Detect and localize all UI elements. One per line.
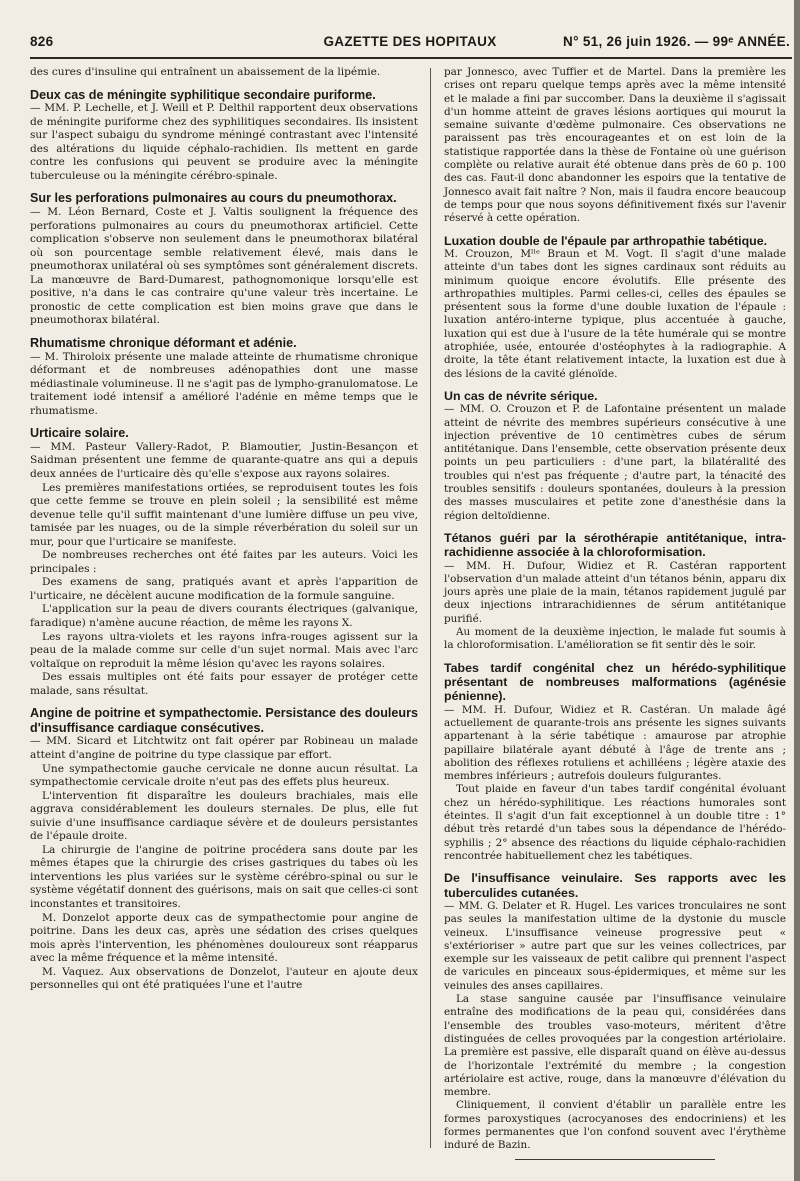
paragraph: Les premières manifestations ortiées, se reproduisent toutes les fois que cette femme se trouve en plein soleil ; la sensibilité est même devenue telle qu'il suffit maintenant d'une lumière diffuse un peu vive, tamisée par les nuages, ou de la simple réverbération du soleil sur un mur, pour que l'urticaire se manifeste. bbox=[30, 481, 418, 548]
paragraph: Des essais multiples ont été faits pour essayer de protéger cette malade, sans résultat. bbox=[30, 671, 418, 697]
section-title: Urticaire solaire. bbox=[30, 426, 129, 441]
section-title: Rhumatisme chronique déformant et adénie. bbox=[30, 335, 297, 350]
paragraph: M. Crouzon, Mˡˡᵉ Braun et M. Vogt. Il s'agit d'une malade atteinte d'un tabes dont les signes cardinaux sont réduits au minimum quoique encore évolutifs. Elle présente des arthropathies multiples. Parmi celles-ci, celles des épaules se présentent sous la forme d'une double luxation de l'épaule : luxation antéro-interne typique, plus accentuée à gauche, luxation qui est due à l'usure de la tête humérale qui se montre atrophiée, usée, entourée d'ostéophytes à la radiographie. A droite, la tête étant relativement intacte, la luxation est due à des lésions de la cavité glénoïde. bbox=[444, 247, 786, 380]
right-column bbox=[444, 66, 786, 1160]
section-title: Tabes tardif congénital chez un hérédo-syphilitique présentant de nombreuses malformations (agénésie pénienne). bbox=[444, 660, 786, 704]
paragraph: — M. Thiroloix présente une malade atteinte de rhumatisme chronique déformant et de nombreuses adénopathies dont une masse médiastinale volumineuse. Il ne s'agit pas de lympho-granulomatose. Le traitement iodé intensif a amélioré l'adénie en même temps que le rhumatisme. bbox=[30, 350, 418, 417]
paragraph: — MM. P. Lechelle, et J. Weill et P. Delthil rapportent deux observations de méningite puriforme chez des syphilitiques secondaires. Ils insistent sur l'aspect subaigu du syndrome méningé contrastant avec l'intensité des altérations du liquide céphalo-rachidien. Ils mettent en garde contre les confusions qui peuvent se produire avec la méningite tuberculeuse ou la méningite cérébro-spinale. bbox=[30, 102, 418, 182]
left-column bbox=[30, 66, 418, 993]
paragraph: M. Donzelot apporte deux cas de sympathectomie pour angine de poitrine. Dans les deux cas, après une sédation des crises quelques mois après l'intervention, les phénomènes douloureux sont réapparus avec la même fréquence et la même intensité. bbox=[30, 911, 418, 965]
paragraph: De nombreuses recherches ont été faites par les auteurs. Voici les principales : bbox=[30, 549, 418, 575]
section-title: Deux cas de méningite syphilitique secondaire puriforme. bbox=[30, 87, 376, 102]
end-rule bbox=[515, 1159, 715, 1160]
paragraph: par Jonnesco, avec Tuffier et de Martel. Dans la première les crises ont reparu quelque temps après avec la même intensité et le malade a fini par succomber. Dans la deuxième il s'agissait d'un homme atteint de graves lésions aortiques qui mourut la semaine suivante d'œdème pulmonaire. Ces observations ne paraissent pas très encourageantes et on est loin de la statistique rapportée dans la thèse de Fontaine où une guérison complète ou relative aurait été obtenue dans près de 60 p. 100 des cas. Faut-il donc abandonner les espoirs que la tentative de Jonnesco avait fait naître ? Non, mais il faudra encore beaucoup de temps pour que nous soyons définitivement fixés sur l'avenir réservé à cette opération. bbox=[444, 66, 786, 225]
paragraph: — MM. O. Crouzon et P. de Lafontaine présentent un malade atteint de névrite des membres supérieurs consécutive à une injection préventive de 10 centimètres cubes de sérum antitétanique. Dans l'ensemble, cette observation présente deux points un peu particuliers : d'une part, la bilatéralité des troubles qui n'est pas fréquente ; d'autre part, la ténacité des troubles sensitifs : douleurs spontanées, douleurs à la pression des masses musculaires et petite zone d'anesthésie dans la région deltoïdienne. bbox=[444, 403, 786, 522]
paragraph: — MM. H. Dufour, Widiez et R. Castéran rapportent l'observation d'un malade atteint d'un tétanos bénin, apparu dix jours après une plaie de la main, tétanos rapidement jugulé par deux injections intrarachidiennes de sérum antitétanique purifié. bbox=[444, 559, 786, 625]
page-edge bbox=[794, 0, 800, 1181]
paragraph: Au moment de la deuxième injection, le malade fut soumis à la chloroformisation. L'amélioration se fit sentir dès le soir. bbox=[444, 626, 786, 652]
paragraph: Tout plaide en faveur d'un tabes tardif congénital évoluant chez un hérédo-syphilitique. Les réactions humorales sont éteintes. Il s'agit d'un fait exceptionnel à un double titre : 1° début très retardé d'un tabes sous la dépendance de l'hérédo-syphilis ; 2° absence des réactions du liquide céphalo-rachidien rencontrée habituellement chez les tabétiques. bbox=[444, 783, 786, 862]
issue-info: N° 51, 26 juin 1926. — 99ᵉ ANNÉE. bbox=[563, 34, 790, 49]
paragraph: Cliniquement, il convient d'établir un parallèle entre les formes paroxystiques (acrocyanoses des endocriniens) et les formes permanentes que l'on confond souvent avec l'érythème induré de Bazin. bbox=[444, 1099, 786, 1152]
paragraph: M. Vaquez. Aux observations de Donzelot, l'auteur en ajoute deux personnelles qui ont été pratiquées l'une et l'autre bbox=[30, 965, 418, 992]
section-title: Sur les perforations pulmonaires au cours du pneumothorax. bbox=[30, 191, 397, 206]
paragraph: Les rayons ultra-violets et les rayons infra-rouges agissent sur la peau de la malade comme sur celle d'un sujet normal. Mais avec l'arc voltaïque on reproduit la même lésion qu'avec les rayons solaires. bbox=[30, 630, 418, 670]
paragraph: — MM. G. Delater et R. Hugel. Les varices tronculaires ne sont pas seules la manifestation ultime de la dystonie du muscle veineux. L'insuffisance veineuse progressive peut « s'extérioriser » autre part que sur les veines collectrices, par exemple sur les vaisseaux de petit calibre qui prennent l'aspect de varicules en pinceaux sous-épidermiques, et même sur les veinules des anses capillaires. bbox=[444, 899, 786, 992]
paragraph: L'intervention fit disparaître les douleurs brachiales, mais elle aggrava considérablement les douleurs sternales. De plus, elle fut suivie d'une insuffisance cardiaque sévère et de douleurs persistantes de l'épaule droite. bbox=[30, 789, 418, 843]
page-number: 826 bbox=[30, 34, 54, 49]
paragraph: La stase sanguine causée par l'insuffisance veinulaire entraîne des modifications de la peau qui, considérées dans l'ensemble des troubles vaso-moteurs, méritent d'être distinguées de celles provoquées par la congestion artériolaire. La première est passive, elle disparaît quand on élève au-dessus de l'horizontale l'extrémité du membre ; la congestion artériolaire est active, rouge, dans la manœuvre d'élévation du membre. bbox=[444, 993, 786, 1099]
paragraph: — MM. H. Dufour, Widiez et R. Castéran. Un malade âgé actuellement de quarante-trois ans présente les signes suivants appartenant à la série tabétique : amaurose par atrophie papillaire bilatérale ayant débuté à l'âge de trente ans ; abolition des réflexes rotuliens et achilléens ; légère ataxie des membres inférieurs ; autrefois douleurs fulgurantes. bbox=[444, 703, 786, 783]
section-title: Luxation double de l'épaule par arthropathie tabétique. bbox=[444, 233, 768, 248]
section-title: De l'insuffisance veinulaire. Ses rapports avec les tuberculides cutanées. bbox=[444, 871, 786, 900]
section-title: Tétanos guéri par la sérothérapie antitétanique, intra-rachidienne associée à la chloroformisation. bbox=[444, 530, 786, 560]
paragraph: des cures d'insuline qui entraînent un abaissement de la lipémie. bbox=[30, 66, 381, 78]
paragraph: Une sympathectomie gauche cervicale ne donne aucun résultat. La sympathectomie cervicale droite n'eut pas des effets plus heureux. bbox=[30, 762, 418, 789]
paragraph: Des examens de sang, pratiqués avant et après l'apparition de l'urticaire, ne décèlent aucune modification de la formule sanguine. bbox=[30, 576, 418, 602]
paragraph: — MM. Pasteur Vallery-Radot, P. Blamoutier, Justin-Besançon et Saidman présentent une femme de quarante-quatre ans qui a depuis deux années de l'urticaire dès qu'elle s'expose aux rayons solaires. bbox=[30, 440, 418, 480]
paragraph: L'application sur la peau de divers courants électriques (galvanique, faradique) n'amène aucune réaction, de même les rayons X. bbox=[30, 603, 418, 629]
section-title: Angine de poitrine et sympathectomie. Persistance des douleurs d'insuffisance cardiaque consécutives. bbox=[30, 706, 418, 735]
paragraph: — MM. Sicard et Litchtwitz ont fait opérer par Robineau un malade atteint d'angine de poitrine du type classique par effort. bbox=[30, 735, 418, 761]
journal-title: GAZETTE DES HOPITAUX bbox=[323, 34, 497, 49]
paragraph: La chirurgie de l'angine de poitrine procédera sans doute par les mêmes étapes que la chirurgie des crises gastriques du tabes où les interventions les plus variées sur le système cérébro-spinal ou sur le système végétatif donnent des guérisons, mais on sait que celles-ci sont inconstantes et transitoires. bbox=[30, 843, 418, 910]
header-rule bbox=[30, 57, 792, 59]
section-title: Un cas de névrite sérique. bbox=[444, 388, 598, 403]
paragraph: — M. Léon Bernard, Coste et J. Valtis soulignent la fréquence des perforations pulmonaires au cours du pneumothorax artificiel. Cette complication s'observe non seulement dans le pneumothorax bilatéral où son pourcentage semble relativement élevé, mais dans le pneumothorax unilatéral où ses symptômes sont généralement discrets. La manœuvre de Bard-Dumarest, pathognomonique lorsqu'elle est positive, n'a dans le cas contraire qu'une valeur très incertaine. Le pronostic de cette complication est bien moins grave que dans le pneumothorax bilatéral. bbox=[30, 206, 418, 327]
running-header bbox=[30, 30, 790, 56]
column-divider bbox=[430, 68, 431, 1148]
